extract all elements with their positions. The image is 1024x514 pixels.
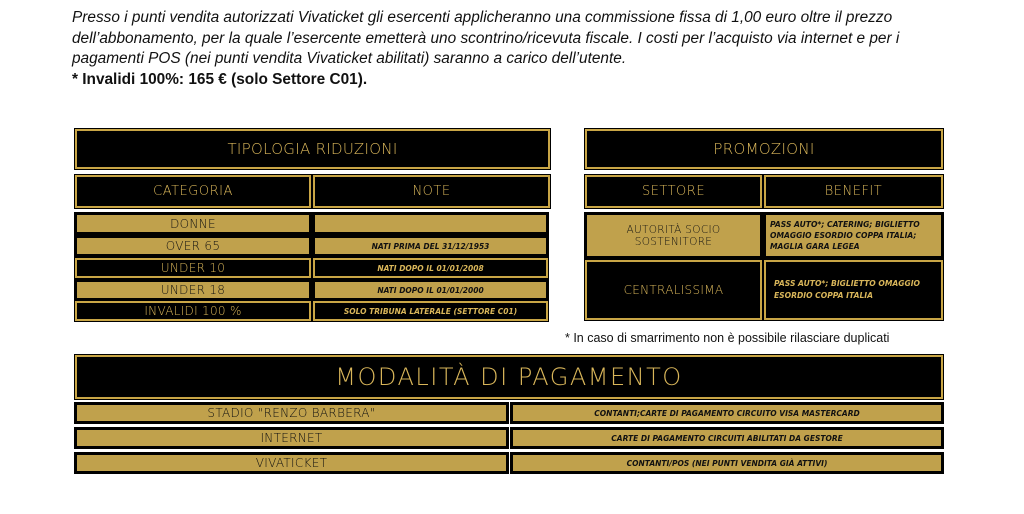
intro-text	[72, 8, 952, 90]
col-note-header: NOTE	[313, 175, 550, 208]
metodi-cell: CARTE DI PAGAMENTO CIRCUITI ABILITATI DA GESTORE	[511, 428, 943, 448]
riduzioni-title: TIPOLOGIA RIDUZIONI	[75, 129, 550, 169]
categoria-cell: DONNE	[75, 213, 311, 234]
invalidi-note: * Invalidi 100%: 165 € (solo Settore C01).	[72, 70, 368, 88]
promozioni-title: PROMOZIONI	[585, 129, 943, 169]
metodi-cell: CONTANTI;CARTE DI PAGAMENTO CIRCUITO VISA MASTERCARD	[511, 403, 943, 423]
note-cell: SOLO TRIBUNA LATERALE (SETTORE C01)	[313, 301, 548, 321]
categoria-cell: UNDER 10	[75, 258, 311, 278]
canale-cell: INTERNET	[75, 428, 508, 448]
metodi-cell: CONTANTI/POS (NEI PUNTI VENDITA GIÀ ATTIVI)	[511, 453, 943, 473]
col-categoria-header: CATEGORIA	[75, 175, 311, 208]
settore-cell: CENTRALISSIMA	[585, 260, 762, 320]
settore-cell: AUTORITÀ SOCIO SOSTENITORE	[585, 213, 762, 258]
note-cell: NATI DOPO IL 01/01/2000	[313, 280, 548, 300]
note-cell	[313, 213, 548, 234]
canale-cell: STADIO "RENZO BARBERA"	[75, 403, 508, 423]
col-settore-header: SETTORE	[585, 175, 762, 208]
canale-cell: VIVATICKET	[75, 453, 508, 473]
categoria-cell: OVER 65	[75, 236, 311, 256]
note-cell: NATI DOPO IL 01/01/2008	[313, 258, 548, 278]
intro-paragraph: Presso i punti vendita autorizzati Vivaticket gli esercenti applicheranno una commissione fissa di 1,00 euro oltre il prezzo dell’abbonamento, per la quale l’esercente emetterà uno scontrino/ricevuta fiscale. I costi per l’acquisto via internet e per i pagamenti POS (nei punti vendita Vivaticket abilitati) saranno a carico dell’utente.	[72, 9, 900, 67]
benefit-cell: PASS AUTO*; CATERING; BIGLIETTO OMAGGIO ESORDIO COPPA ITALIA; MAGLIA GARA LEGEA	[764, 213, 943, 258]
pagamento-title: MODALITÀ DI PAGAMENTO	[75, 355, 943, 399]
categoria-cell: INVALIDI 100 %	[75, 301, 311, 321]
promozioni-footnote: * In caso di smarrimento non è possibile rilasciare duplicati	[565, 331, 890, 345]
categoria-cell: UNDER 18	[75, 280, 311, 300]
col-benefit-header: BENEFIT	[764, 175, 943, 208]
benefit-cell: PASS AUTO*; BIGLIETTO OMAGGIO ESORDIO COPPA ITALIA	[764, 260, 943, 320]
note-cell: NATI PRIMA DEL 31/12/1953	[313, 236, 548, 256]
